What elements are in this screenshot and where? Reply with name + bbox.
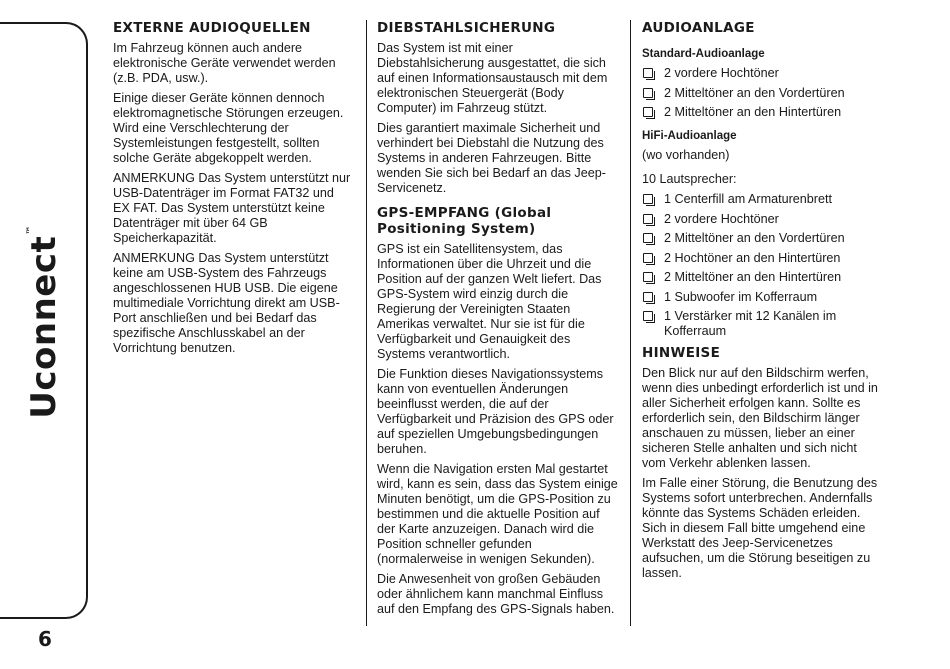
hifi-availability-note: (wo vorhanden)	[642, 148, 730, 162]
checkbox-bullet-icon	[643, 311, 653, 321]
list-item-text: 2 Hochtöner an den Hintertüren	[664, 250, 841, 265]
paragraph: Den Blick nur auf den Bildschirm werfen, wenn dies unbedingt erforderlich ist und in aller Sicherheit erfolgen kann. Sollte es erforderlich sein, den Bildschirm länger anschauen zu müssen, lieber an einer sicheren Stelle anhalten und sich nicht vom Verkehr ablenken lassen.	[642, 366, 878, 470]
list-item-text: 2 Mitteltöner an den Hintertüren	[664, 105, 842, 119]
paragraph: Sich in diesem Fall bitte umgehend eine Werkstatt des Jeep-Servicenetzes aufsuchen, um die Störung beseitigen zu lassen.	[642, 521, 871, 580]
checkbox-bullet-icon	[643, 292, 653, 302]
column-external-audio	[113, 20, 353, 361]
paragraph: ANMERKUNG Das System unterstützt keine am USB-System des Fahrzeugs angeschlossenen HUB USB. Die eigene multimediale Vorrichtung direkt am USB-Port anschließen und bei Bedarf das spezifische Anschlusskabel an der Vorrichtung benutzen.	[113, 251, 340, 355]
subheading-hifi-audio: HiFi-Audioanlage	[642, 130, 737, 142]
list-item-text: 1 Verstärker mit 12 Kanälen im Kofferraum	[664, 309, 837, 338]
list-item-text: 1 Centerfill am Armaturenbrett	[664, 192, 832, 206]
subheading-standard-audio: Standard-Audioanlage	[642, 48, 765, 60]
list-item	[642, 251, 882, 266]
paragraph: Wenn die Navigation ersten Mal gestartet wird, kann es sein, dass das System einige Minuten benötigt, um die GPS-Position zu bestimmen und die aktuelle Position auf der Karte anzuzeigen. Danach wird die Position schneller gefunden (normalerweise in wenigen Sekunden).	[377, 462, 618, 566]
paragraph: GPS ist ein Satellitensystem, das Informationen über die Uhrzeit und die Position auf der ganzen Welt liefert. Das GPS-System wird einzig durch die Regierung der Vereinigten Staaten Amerikas verwaltet. Nur sie ist für die Verfügbarkeit und Genauigkeit des Systems verantwortlich.	[377, 242, 602, 361]
heading-hints: HINWEISE	[642, 345, 721, 361]
checkbox-bullet-icon	[643, 272, 653, 282]
checkbox-bullet-icon	[643, 88, 653, 98]
paragraph: Dies garantiert maximale Sicherheit und verhindert bei Diebstahl die Nutzung des Systems in anderen Fahrzeugen. Bitte wenden Sie sich bei Bedarf an das Jeep-Servicenetz.	[377, 121, 606, 195]
list-item-text: 1 Subwoofer im Kofferraum	[664, 289, 818, 304]
list-item-text: 2 Mitteltöner an den Hintertüren	[664, 270, 842, 284]
list-item	[642, 309, 882, 339]
list-item	[642, 105, 882, 120]
list-item	[642, 270, 882, 285]
checkbox-bullet-icon	[643, 68, 653, 78]
checkbox-bullet-icon	[643, 253, 653, 263]
list-item-text: 2 vordere Hochtöner	[664, 66, 779, 80]
paragraph: Im Falle einer Störung, die Benutzung des Systems sofort unterbrechen. Andernfalls könnte das Systems Schäden erleiden.	[642, 476, 878, 520]
standard-speaker-list	[642, 66, 882, 120]
heading-external-audio: EXTERNE AUDIOQUELLEN	[113, 20, 311, 36]
chapter-title	[24, 225, 64, 419]
paragraph: Die Funktion dieses Navigationssystems kann von eventuellen Änderungen beeinflusst werden, die auf der Verfügbarkeit und Präzision des GPS oder auf speziellen Umgebungsbedingungen beruhen.	[377, 367, 614, 456]
list-item-text: 2 Mitteltöner an den Vordertüren	[664, 85, 845, 100]
paragraph: Die Anwesenheit von großen Gebäuden oder ähnlichem kann manchmal Einfluss auf den Empfang des GPS-Signals haben.	[377, 572, 615, 616]
page-number: 6	[38, 627, 52, 651]
paragraph: Im Fahrzeug können auch andere elektronische Geräte verwendet werden (z.B. PDA, usw.).	[113, 41, 336, 85]
list-item-text: 2 Mitteltöner an den Vordertüren	[664, 231, 845, 245]
list-item	[642, 66, 882, 81]
paragraph: Einige dieser Geräte können dennoch elektromagnetische Störungen erzeugen. Wird eine Verschlechterung der Systemleistungen festgestellt, sollten solche Geräte abgekoppelt werden.	[113, 91, 344, 165]
trademark-mark: ™	[26, 225, 36, 235]
heading-gps: GPS-EMPFANG (Global Positioning System)	[377, 205, 552, 237]
list-item-text: 2 vordere Hochtöner	[664, 211, 779, 226]
list-item	[642, 290, 882, 305]
speaker-count: 10 Lautsprecher:	[642, 172, 737, 186]
chapter-title-text: Uconnect	[24, 235, 64, 419]
checkbox-bullet-icon	[643, 107, 653, 117]
checkbox-bullet-icon	[643, 194, 653, 204]
paragraph: Das System ist mit einer Diebstahlsicherung ausgestattet, die sich auf einen Informationsaustausch mit dem elektronischen Steuergerät (Body Computer) im Fahrzeug stützt.	[377, 41, 608, 115]
list-item	[642, 86, 882, 101]
paragraph: ANMERKUNG Das System unterstützt nur USB-Datenträger im Format FAT32 und EX FAT. Das System unterstützt keine Datenträger mit über 64 GB Speicherkapazität.	[113, 171, 351, 245]
hifi-speaker-list	[642, 192, 882, 339]
heading-audio-system: AUDIOANLAGE	[642, 20, 755, 36]
heading-theft-protection: DIEBSTAHLSICHERUNG	[377, 20, 556, 36]
checkbox-bullet-icon	[643, 233, 653, 243]
list-item	[642, 231, 882, 246]
list-item	[642, 192, 882, 207]
checkbox-bullet-icon	[643, 214, 653, 224]
column-audio-system	[630, 20, 882, 626]
list-item	[642, 212, 882, 227]
column-security-gps	[366, 20, 618, 626]
